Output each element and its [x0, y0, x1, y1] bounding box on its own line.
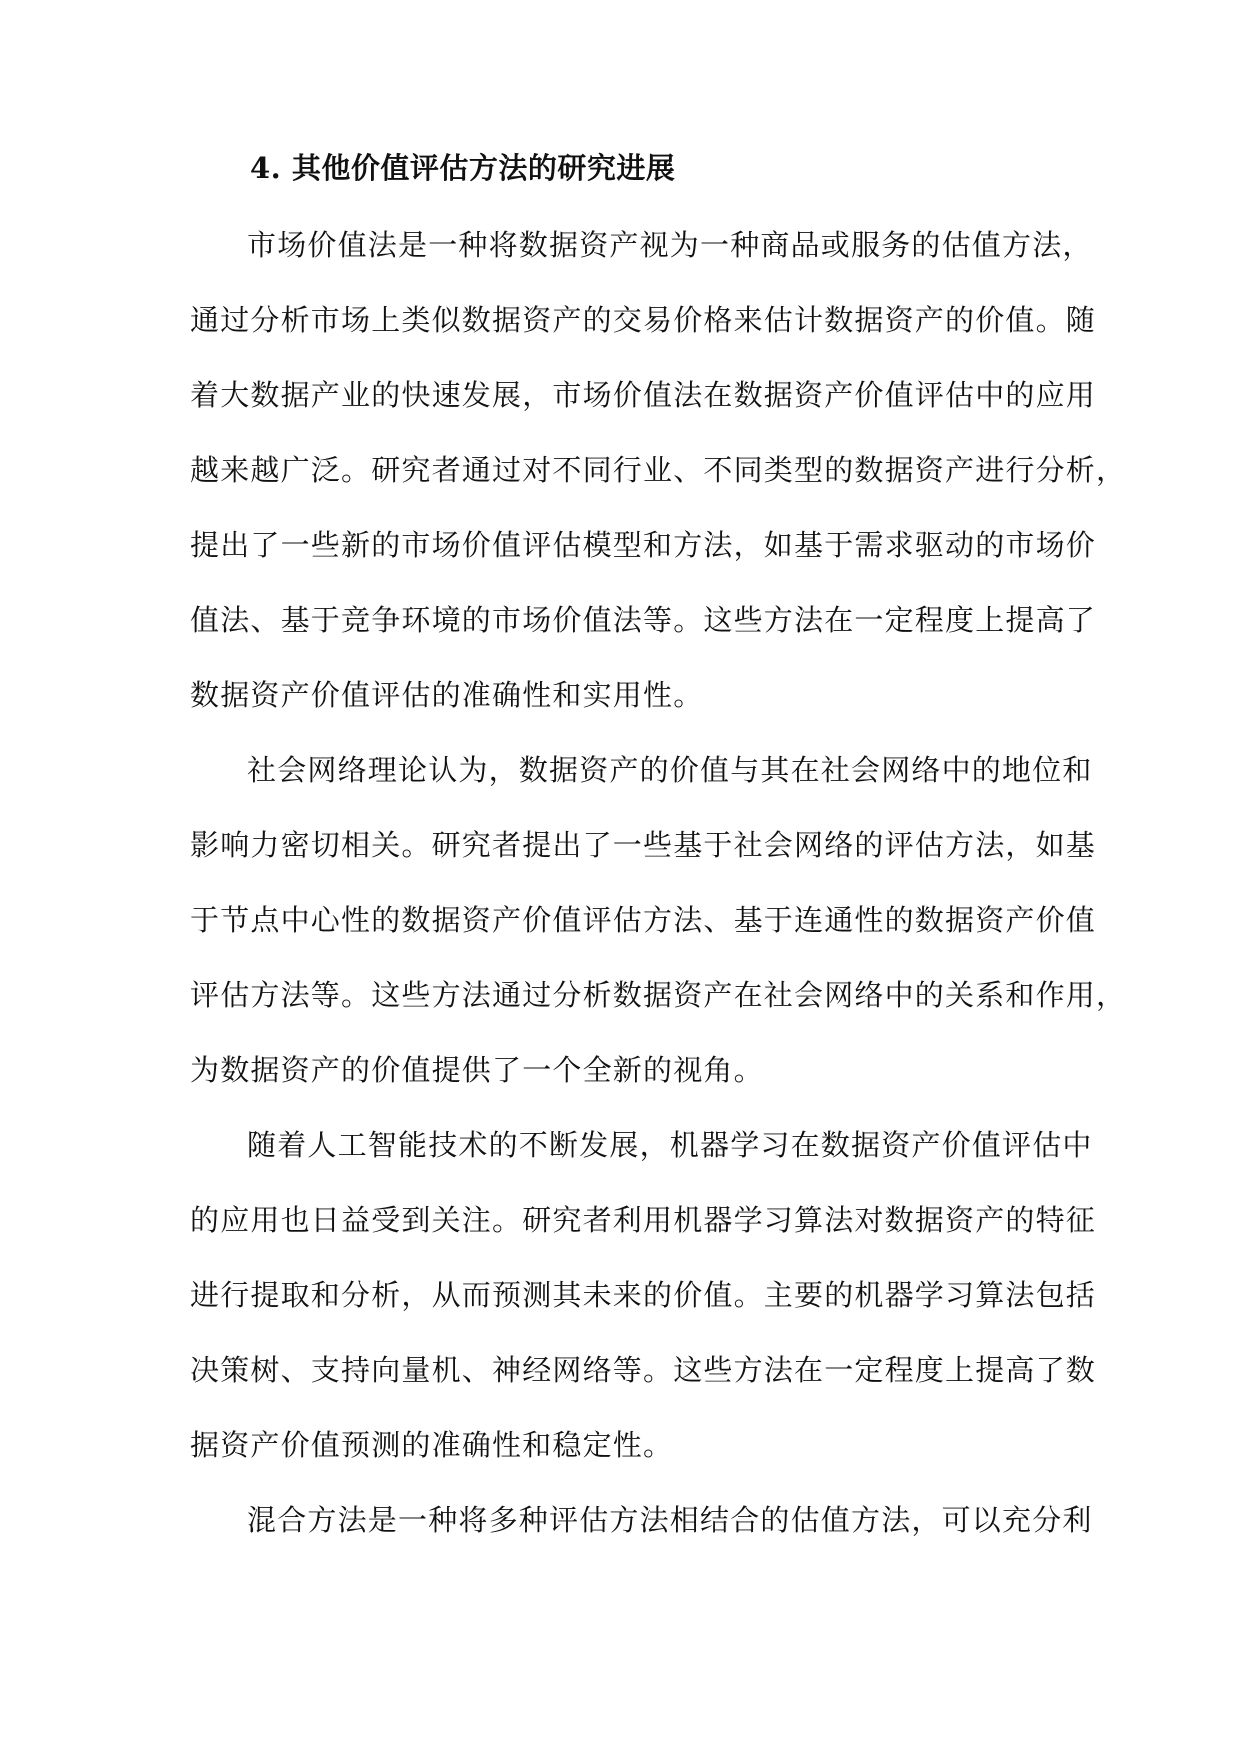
paragraph-line: 提出了一些新的市场价值评估模型和方法，如基于需求驱动的市场价: [190, 528, 1097, 562]
paragraph-line: 混合方法是一种将多种评估方法相结合的估值方法，可以充分利: [247, 1503, 1093, 1537]
paragraph-line: 社会网络理论认为，数据资产的价值与其在社会网络中的地位和: [247, 753, 1093, 787]
paragraph-line: 于节点中心性的数据资产价值评估方法、基于连通性的数据资产价值: [190, 903, 1097, 937]
paragraph-line: 决策树、支持向量机、神经网络等。这些方法在一定程度上提高了数: [190, 1353, 1097, 1387]
paragraph-line: 市场价值法是一种将数据资产视为一种商品或服务的估值方法，: [247, 228, 1093, 262]
paragraph-line: 评估方法等。这些方法通过分析数据资产在社会网络中的关系和作用，: [190, 978, 1127, 1012]
paragraph-line: 值法、基于竞争环境的市场价值法等。这些方法在一定程度上提高了: [190, 603, 1097, 637]
paragraph-line: 着大数据产业的快速发展，市场价值法在数据资产价值评估中的应用: [190, 378, 1097, 412]
paragraph-line: 进行提取和分析，从而预测其未来的价值。主要的机器学习算法包括: [190, 1278, 1097, 1312]
section-heading: 4. 其他价值评估方法的研究进展: [250, 151, 676, 185]
paragraph-line: 为数据资产的价值提供了一个全新的视角。: [190, 1053, 764, 1087]
paragraph-line: 随着人工智能技术的不断发展，机器学习在数据资产价值评估中: [247, 1128, 1093, 1162]
paragraph-line: 据资产价值预测的准确性和稳定性。: [190, 1428, 674, 1462]
paragraph-line: 的应用也日益受到关注。研究者利用机器学习算法对数据资产的特征: [190, 1203, 1097, 1237]
paragraph-line: 越来越广泛。研究者通过对不同行业、不同类型的数据资产进行分析，: [190, 453, 1127, 487]
paragraph-line: 数据资产价值评估的准确性和实用性。: [190, 678, 704, 712]
paragraph-line: 影响力密切相关。研究者提出了一些基于社会网络的评估方法，如基: [190, 828, 1097, 862]
paragraph-line: 通过分析市场上类似数据资产的交易价格来估计数据资产的价值。随: [190, 303, 1097, 337]
